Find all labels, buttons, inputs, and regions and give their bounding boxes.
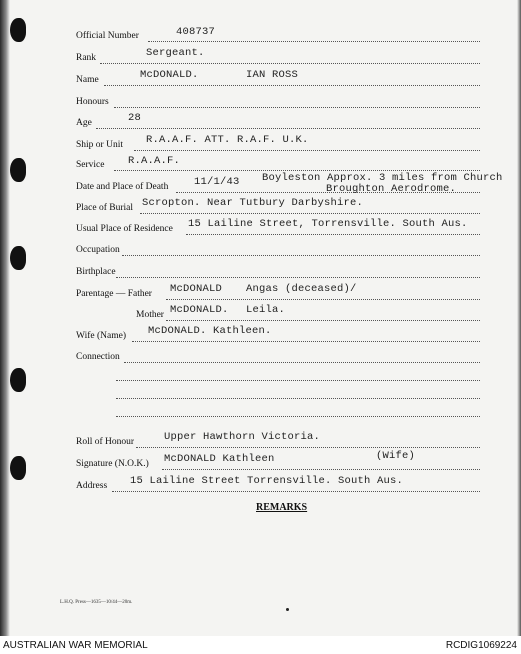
parentage-label: Parentage — Father [76,289,152,299]
birthplace-line [116,277,480,278]
service-value: R.A.A.F. [128,155,181,167]
roll-value: Upper Hawthorn Victoria. [164,431,321,443]
father-line [166,299,480,300]
age-line [96,128,480,129]
ship-value: R.A.A.F. ATT. R.A.F. U.K. [146,134,309,146]
roll-line [136,447,480,448]
remarks-heading: REMARKS [256,502,308,513]
address-value: 15 Lailine Street Torrensville. South Aus. [130,475,404,487]
service-label: Service [76,160,105,170]
wife-label: Wife (Name) [76,331,126,341]
connection-line-3 [116,398,480,399]
age-label: Age [76,118,92,128]
punch-hole-top [10,18,26,42]
father-given-value: Angas (deceased)/ [246,283,357,295]
scanned-page-edge-left [0,0,10,636]
death-date-value: 11/1/43 [194,176,240,188]
address-label: Address [76,481,108,491]
printer-imprint: L.H.Q. Press—1635—10/44—20m. [60,600,133,605]
surname-value: McDONALD. [140,69,199,81]
residence-value: 15 Lailine Street, Torrensville. South Aus. [188,218,468,230]
official-number-line [148,41,480,42]
rank-value: Sergeant. [146,47,205,59]
connection-label: Connection [76,352,120,362]
signature-relation: (Wife) [376,450,416,462]
address-line [112,491,480,492]
death-label: Date and Place of Death [76,182,169,192]
residence-label: Usual Place of Residence [76,224,173,234]
official-number-value: 408737 [176,26,216,38]
name-line [104,85,480,86]
burial-label: Place of Burial [76,203,133,213]
roll-label: Roll of Honour [76,437,135,447]
burial-line [140,213,480,214]
wife-line [132,341,480,342]
connection-line-4 [116,416,480,417]
footer-record-id: RCDIG1069224 [445,640,517,651]
footer-source: AUSTRALIAN WAR MEMORIAL [3,640,148,651]
signature-line [162,469,480,470]
rank-line [100,63,480,64]
mother-line [166,320,480,321]
official-number-label: Official Number [76,31,139,41]
connection-line-1 [124,362,480,363]
connection-line-2 [116,380,480,381]
honours-line [114,107,480,108]
punch-hole-middle [10,246,26,270]
given-names-value: IAN ROSS [246,69,299,81]
service-line [114,170,480,171]
occupation-line [122,255,480,256]
signature-value: McDONALD Kathleen [164,453,275,465]
age-value: 28 [128,112,142,124]
residence-line [186,234,480,235]
punch-hole-lower [10,368,26,392]
occupation-label: Occupation [76,245,120,255]
punch-hole-bottom [10,456,26,480]
scanned-page-edge-right [517,0,521,636]
death-place-line1: Boyleston Approx. 3 miles from Church [262,172,503,184]
honours-label: Honours [76,97,109,107]
punch-hole-upper [10,158,26,182]
birthplace-label: Birthplace [76,267,116,277]
mother-surname-value: McDONALD. [170,304,229,316]
mother-given-value: Leila. [246,304,286,316]
rank-label: Rank [76,53,97,63]
page-mark [286,608,289,611]
mother-label: Mother [136,310,164,320]
signature-label: Signature (N.O.K.) [76,459,149,469]
father-surname-value: McDONALD [170,283,223,295]
death-place-line2: Broughton Aerodrome. [326,183,457,195]
ship-label: Ship or Unit [76,140,123,150]
wife-value: McDONALD. Kathleen. [148,325,272,337]
burial-value: Scropton. Near Tutbury Darbyshire. [142,197,364,209]
name-label: Name [76,75,99,85]
ship-line [134,150,480,151]
archive-footer [0,636,521,654]
